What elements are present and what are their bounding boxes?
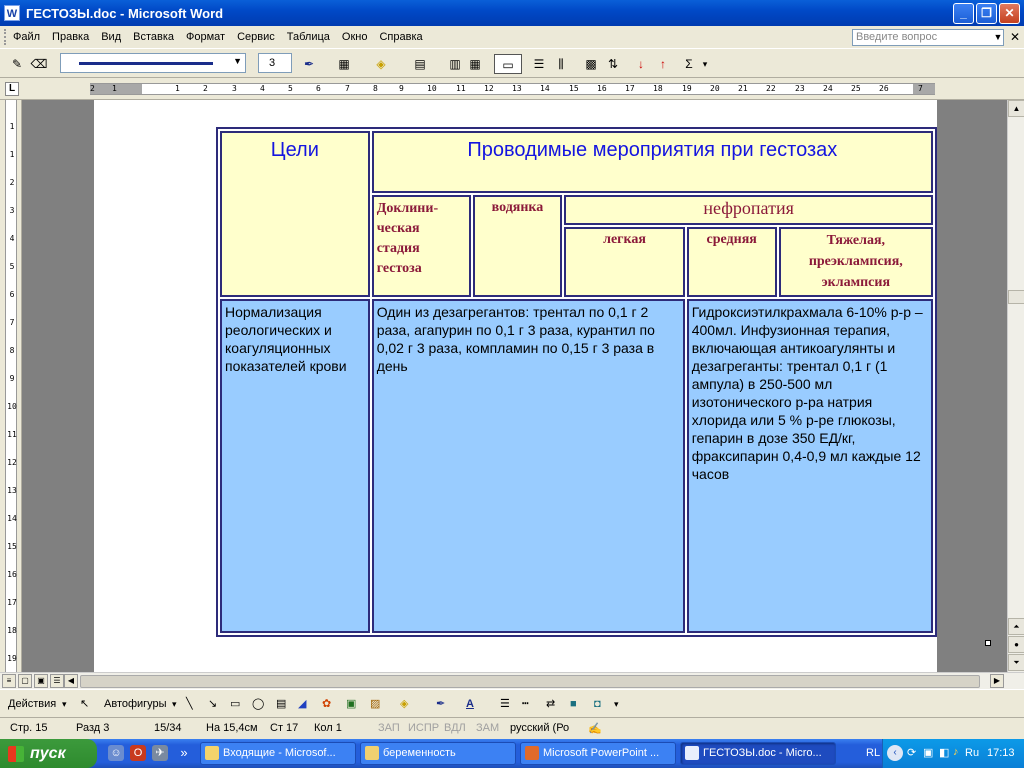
drawbar-options-icon[interactable]: ▾ [614, 699, 619, 709]
ruler-label: 3 [9, 206, 15, 215]
close-button[interactable]: ✕ [999, 3, 1020, 24]
doc-close-icon[interactable]: ✕ [1009, 30, 1020, 44]
ruler-label: 12 [484, 84, 494, 93]
gestosis-table [216, 127, 937, 637]
borders-icon[interactable]: ▦ [338, 57, 350, 71]
powerpoint-icon [525, 746, 539, 760]
quick-launch-more-icon[interactable]: » [180, 745, 188, 760]
ruler-label: 10 [7, 402, 17, 411]
task-inbox[interactable] [200, 742, 356, 765]
ruler-label: 18 [653, 84, 663, 93]
task-powerpoint[interactable] [520, 742, 676, 765]
ruler-label: 15 [7, 542, 17, 551]
status-column: Кол 1 [314, 722, 342, 734]
actions-menu[interactable]: Действия [8, 698, 57, 710]
tray-language[interactable]: Ru [965, 747, 980, 759]
ruler-label: 9 [399, 84, 404, 93]
menu-edit[interactable]: Правка [52, 31, 90, 43]
status-line: Ст 17 [270, 722, 299, 734]
tray-collapse-icon[interactable]: ‹ [887, 745, 903, 761]
vertical-scrollbar[interactable] [1007, 100, 1024, 672]
task-label: беременность [383, 747, 456, 759]
scroll-right-icon[interactable]: ▶ [990, 674, 1004, 688]
ruler-label: 2 [203, 84, 208, 93]
cell-goal: Нормализация реологических и коагуляционных показателей крови [220, 299, 370, 633]
ruler-label: 12 [7, 458, 17, 467]
wordart-icon[interactable]: ◢ [298, 698, 307, 710]
align-icon[interactable]: ▭ [494, 54, 522, 74]
status-extend[interactable]: ВДЛ [444, 722, 466, 734]
ruler-label: 17 [625, 84, 635, 93]
scroll-left-icon[interactable]: ◀ [64, 674, 78, 688]
web-view-icon[interactable]: ▢ [18, 674, 32, 688]
tray-network-icon[interactable]: ◧ [939, 747, 950, 759]
dash-style-icon[interactable]: ┅ [522, 698, 529, 710]
rectangle-icon[interactable]: ▭ [230, 698, 241, 710]
ruler-label: 10 [427, 84, 437, 93]
print-view-icon[interactable]: ▣ [34, 674, 48, 688]
insert-table-icon[interactable]: ▤ [414, 57, 426, 71]
drawing-toolbar [0, 689, 1024, 717]
shading-color-icon[interactable]: ◈ [376, 57, 386, 71]
scroll-thumb[interactable] [1008, 290, 1024, 304]
status-page: Стр. 15 [10, 722, 48, 734]
ruler-strip[interactable] [90, 83, 935, 95]
start-label: пуск [30, 745, 66, 762]
ruler-label: 8 [373, 84, 378, 93]
toolbar-options-icon[interactable]: ▾ [702, 59, 708, 69]
vertical-ruler-strip[interactable] [5, 100, 17, 672]
tray-printer-icon[interactable]: ▣ [923, 747, 934, 759]
horizontal-scroll-thumb[interactable] [80, 675, 980, 688]
tray-volume-icon[interactable]: ♪ [953, 746, 959, 758]
ruler-label: 1 [175, 84, 180, 93]
actions-chevron-icon: ▾ [62, 699, 67, 709]
header-nephropathy: нефропатия [564, 195, 933, 225]
header-medium: средняя [687, 227, 777, 297]
line-style-chevron-icon: ▼ [233, 56, 242, 66]
window-title: ГЕСТОЗЫ.doc - Microsoft Word [26, 5, 224, 21]
merge-cells-icon[interactable]: ▥ [449, 57, 461, 71]
ruler-label: 14 [7, 514, 17, 523]
spelling-status-icon[interactable]: ✍ [588, 723, 602, 735]
ruler-label: 11 [456, 84, 466, 93]
ruler-label: 20 [710, 84, 720, 93]
ruler-label: 6 [316, 84, 321, 93]
ruler-label: 6 [9, 290, 15, 299]
status-bar [0, 717, 1024, 739]
menu-insert[interactable]: Вставка [133, 31, 175, 43]
start-button[interactable] [0, 739, 97, 768]
ruler-label: 25 [851, 84, 861, 93]
line-icon[interactable]: ╲ [186, 698, 193, 710]
ruler-label: 19 [682, 84, 692, 93]
task-label: Microsoft PowerPoint ... [543, 747, 660, 759]
ruler-label: 4 [9, 234, 15, 243]
taskbar [0, 739, 1024, 768]
word-icon [685, 746, 699, 760]
ruler-label: 5 [288, 84, 293, 93]
ruler-label: 1 [9, 122, 15, 131]
ruler-label: 22 [766, 84, 776, 93]
oval-icon[interactable]: ◯ [252, 698, 265, 710]
cell-severe-treatment: Гидроксиэтилкрахмала 6-10% р-р – 400мл. Инфузионная терапия, включающая антикоагулянты и дезагреганты: трентал 0,1 г (1 ампула) в 250-500 мл изотонического р-ра натрия хлорида или 5 % р-ре глюкозы, гепарин в дозе 350 ЕД/кг, фраксипарин 0,4-0,9 мл каждые 12 часов [687, 299, 933, 633]
ruler-label: 17 [7, 598, 17, 607]
task-folder[interactable] [360, 742, 516, 765]
ruler-label: 5 [9, 262, 15, 271]
word-app-icon[interactable]: W [4, 5, 20, 21]
quick-launch-tool-icon[interactable]: ✈ [152, 745, 168, 761]
line-weight-dropdown[interactable]: 3 [258, 53, 292, 73]
windows-flag-icon [8, 746, 24, 762]
split-cells-icon[interactable]: ▦ [469, 57, 481, 71]
cell-early-treatment: Один из дезагрегантов: трентал по 0,1 г 2 раза, агапурин по 0,1 г 3 раза, курантил по 0,02 г 3 раза, компламин по 0,15 г 3 раза в день [372, 299, 685, 633]
table-resize-handle[interactable] [985, 640, 991, 646]
ruler-label: 8 [9, 346, 15, 355]
task-label: Входящие - Microsof... [223, 747, 336, 759]
help-question-input[interactable]: Введите вопрос [852, 29, 1004, 46]
diagram-icon[interactable]: ✿ [322, 698, 332, 710]
quick-launch-users-icon[interactable]: ☺ [108, 745, 124, 761]
outline-view-icon[interactable]: ☰ [50, 674, 64, 688]
ruler-label: 7 [9, 318, 15, 327]
distribute-columns-icon[interactable]: ⫼ [558, 57, 564, 71]
ruler-label: 2 [90, 84, 95, 93]
status-position: На 15,4см [206, 722, 258, 734]
ruler-label: 1 [112, 84, 117, 93]
menu-format[interactable]: Формат [186, 31, 226, 43]
arrow-icon[interactable]: ↘ [208, 698, 218, 710]
picture-icon[interactable]: ▨ [370, 698, 381, 710]
maximize-button[interactable]: ❐ [976, 3, 997, 24]
ruler-label: 14 [540, 84, 550, 93]
document-area[interactable] [22, 100, 1007, 672]
menu-window[interactable]: Окно [341, 31, 368, 43]
autoshapes-chevron-icon: ▾ [172, 699, 177, 709]
menu-tools[interactable]: Сервис [237, 31, 275, 43]
ruler-label: 16 [7, 570, 17, 579]
task-label: ГЕСТОЗЫ.doc - Micro... [703, 747, 822, 759]
quick-launch-opera-icon[interactable]: O [130, 745, 146, 761]
clipart-icon[interactable]: ▣ [346, 698, 357, 710]
scroll-up-icon[interactable]: ▲ [1008, 100, 1024, 117]
horizontal-ruler [0, 78, 1024, 100]
sort-ascending-icon[interactable]: ↓ [638, 57, 644, 71]
border-color-icon[interactable]: ✒ [303, 57, 315, 71]
minimize-button[interactable]: _ [953, 3, 974, 24]
status-record[interactable]: ЗАП [378, 722, 400, 734]
document-page[interactable] [94, 100, 937, 672]
help-dropdown-icon[interactable]: ▼ [993, 32, 1003, 42]
ruler-label: 23 [795, 84, 805, 93]
tray-update-icon[interactable]: ⟳ [907, 747, 917, 759]
horizontal-scrollbar [0, 672, 1024, 689]
autoshapes-menu[interactable]: Автофигуры [104, 698, 167, 710]
ruler-label: 4 [260, 84, 265, 93]
ruler-label: 7 [345, 84, 350, 93]
ruler-label: 18 [7, 626, 17, 635]
shadow-style-icon[interactable]: ■ [570, 698, 577, 710]
ruler-label: 24 [823, 84, 833, 93]
autosum-icon[interactable]: Σ [685, 57, 693, 71]
textbox-icon[interactable]: ▤ [276, 698, 287, 710]
header-measures: Проводимые мероприятия при гестозах [372, 131, 933, 193]
line-style-dropdown[interactable] [60, 53, 246, 73]
outlook-icon [205, 746, 219, 760]
line-style-icon[interactable]: ☰ [500, 698, 510, 710]
language-indicator[interactable]: RL [866, 747, 881, 759]
select-objects-icon[interactable]: ↖ [80, 698, 90, 710]
ruler-label: 13 [512, 84, 522, 93]
ruler-label: 1 [9, 150, 15, 159]
header-severe: Тяжелая, преэклампсия, эклампсия [779, 227, 933, 297]
ruler-label: 13 [7, 486, 17, 495]
status-pages: 15/34 [154, 722, 182, 734]
next-page-icon[interactable]: ⏷ [1008, 654, 1024, 671]
menu-file[interactable]: Файл [13, 31, 41, 43]
folder-icon [365, 746, 379, 760]
ruler-label: 21 [738, 84, 748, 93]
ruler-label: 9 [9, 374, 15, 383]
ruler-label: 7 [918, 84, 923, 93]
browse-object-icon[interactable]: ● [1008, 636, 1024, 653]
eraser-icon[interactable]: ⌫ [30, 57, 48, 71]
3d-style-icon[interactable]: ◘ [594, 698, 601, 710]
sort-descending-icon[interactable]: ↑ [660, 57, 666, 71]
status-overtype[interactable]: ЗАМ [476, 722, 500, 734]
menu-table[interactable]: Таблица [286, 31, 330, 43]
header-dropsy: водянка [473, 195, 563, 297]
ruler-label: 2 [9, 178, 15, 187]
vertical-ruler [0, 100, 22, 672]
distribute-rows-icon[interactable]: ☰ [533, 57, 545, 71]
status-track[interactable]: ИСПР [408, 722, 440, 734]
status-language: русский (Ро [510, 722, 570, 734]
ruler-label: 11 [7, 430, 17, 439]
header-goals: Цели [220, 131, 370, 297]
clock[interactable]: 17:13 [987, 747, 1015, 759]
table-autoformat-icon[interactable]: ▩ [585, 57, 597, 71]
arrow-style-icon[interactable]: ⇄ [546, 698, 556, 710]
prev-page-icon[interactable]: ⏶ [1008, 618, 1024, 635]
ruler-label: 26 [879, 84, 889, 93]
header-mild: легкая [564, 227, 684, 297]
system-tray [882, 739, 1024, 768]
status-section: Разд 3 [76, 722, 110, 734]
menu-view[interactable]: Вид [101, 31, 122, 43]
task-word[interactable] [680, 742, 836, 765]
draw-table-pencil-icon[interactable]: ✎ [11, 57, 23, 71]
header-preclinical: Доклини-ческая стадия гестоза [372, 195, 471, 297]
title-bar [0, 0, 1024, 26]
menu-help[interactable]: Справка [379, 31, 423, 43]
ruler-label: 15 [569, 84, 579, 93]
line-color-icon[interactable]: ✒ [436, 698, 446, 710]
tab-selector[interactable]: L [5, 82, 19, 96]
font-color-icon[interactable]: A [466, 698, 474, 710]
normal-view-icon[interactable]: ≡ [2, 674, 16, 688]
ruler-label: 19 [7, 654, 17, 663]
text-direction-icon[interactable]: ⇅ [607, 57, 619, 71]
fill-color-icon[interactable]: ◈ [400, 698, 409, 710]
ruler-label: 16 [597, 84, 607, 93]
ruler-label: 3 [232, 84, 237, 93]
